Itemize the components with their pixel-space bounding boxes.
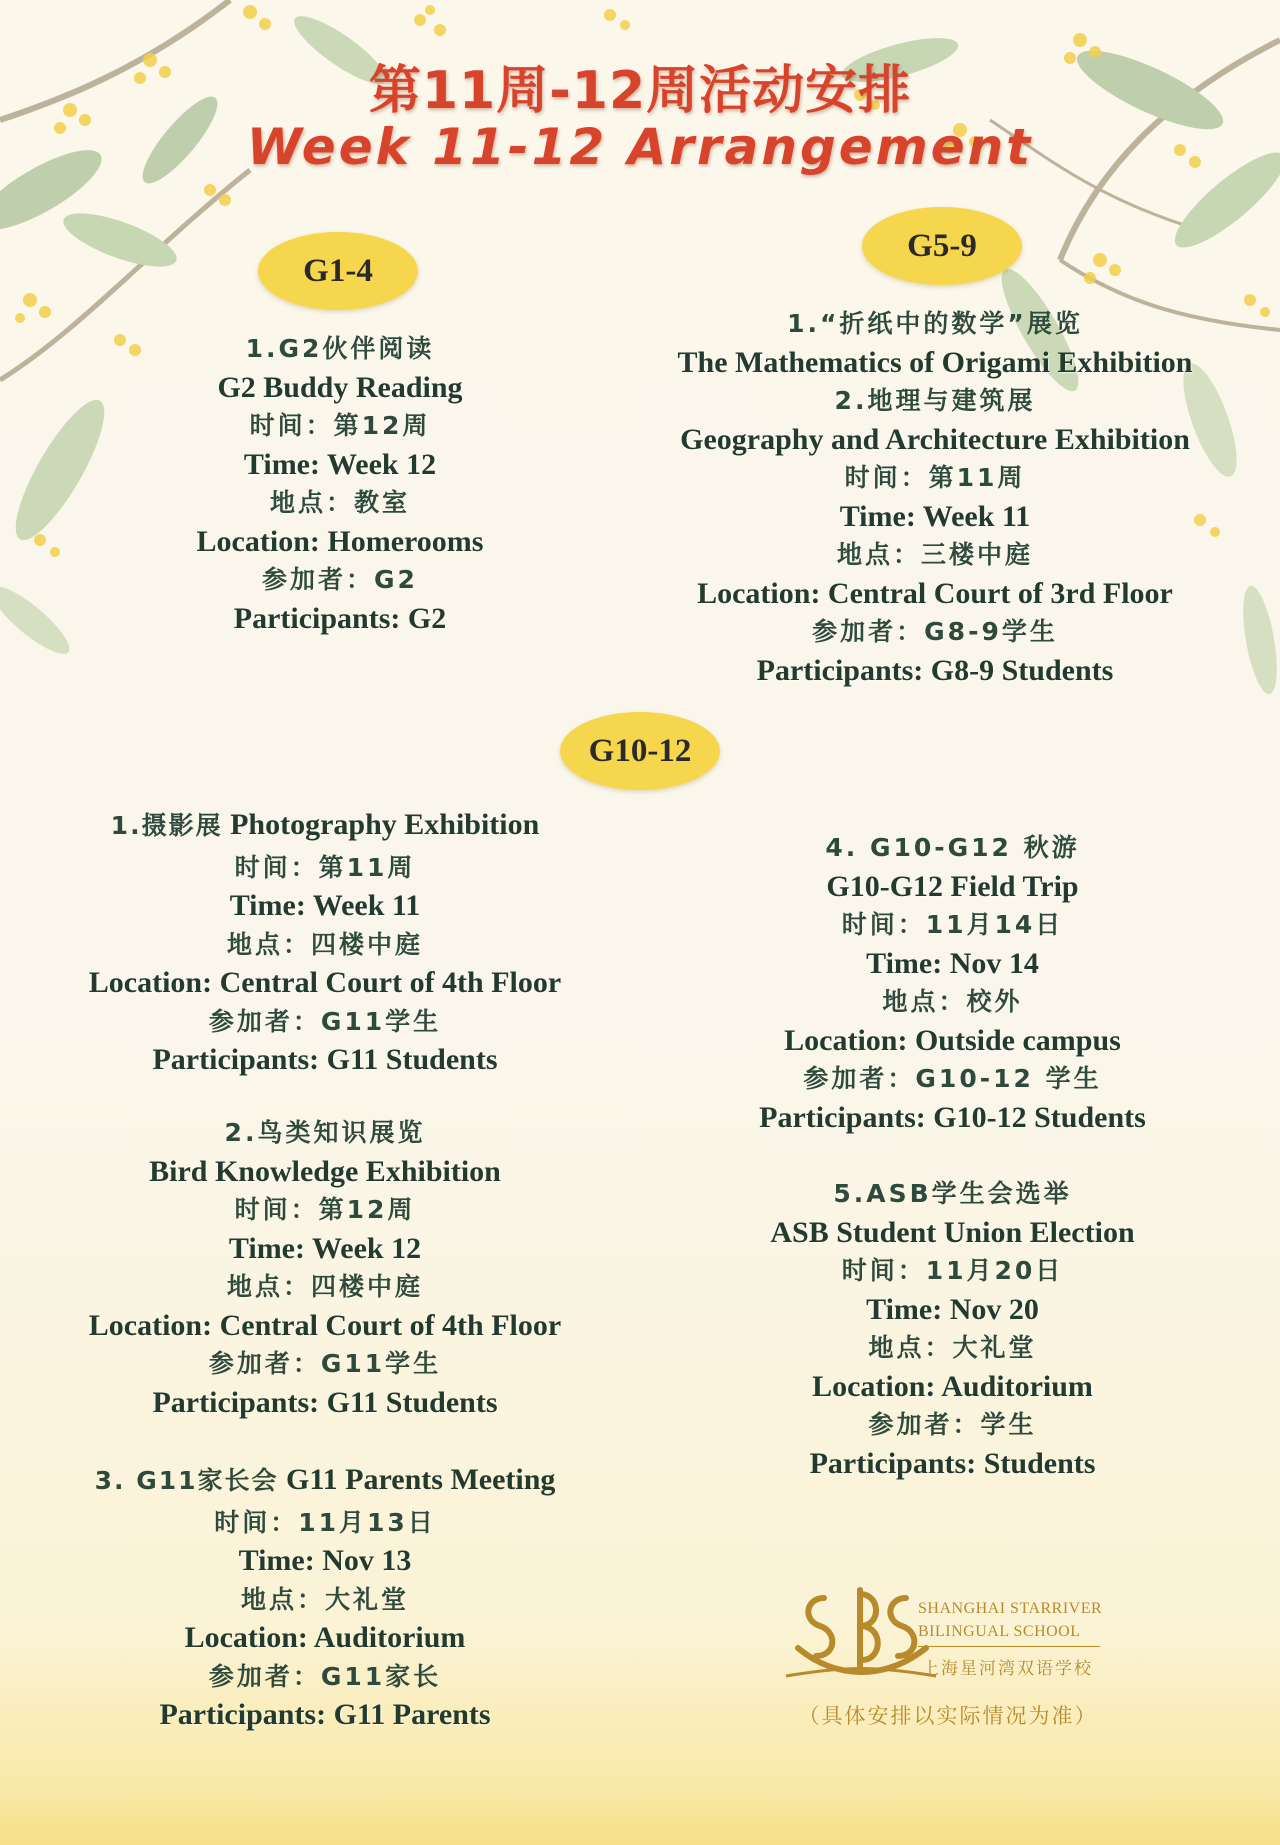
activity-time-cn: 时间：11月20日 [841, 1256, 1064, 1285]
activity-location-en: Location: Central Court of 4th Floor [88, 1308, 562, 1342]
footer-note: （具体安排以实际情况为准） [798, 1704, 1098, 1728]
activity-participants-en: Participants: Students [809, 1446, 1096, 1480]
grade-badge-g10-12: G10-12 [560, 712, 720, 790]
activity-title-cn: 3. G11家长会 [94, 1466, 279, 1495]
activity-participants-en: Participants: G2 [233, 601, 447, 635]
activity-location-cn: 地点：四楼中庭 [226, 1272, 423, 1301]
activity-participants-en: Participants: G11 Students [152, 1043, 498, 1076]
grade-badge-g5-9: G5-9 [862, 207, 1022, 285]
activity-time-en: Time: Nov 13 [238, 1544, 412, 1577]
page-title-en: Week 11-12 Arrangement [246, 118, 1034, 176]
activity-title-cn: 1.G2伙伴阅读 [245, 334, 435, 363]
activity-bird-knowledge-exhibition [50, 1114, 600, 1422]
activity-location-en: Location: Homerooms [196, 524, 484, 558]
activity-title-cn: 2.鸟类知识展览 [224, 1118, 426, 1147]
activity-time-cn: 时间：第12周 [249, 411, 431, 440]
activity-g2-buddy-reading [140, 330, 540, 638]
activity-time-en: Time: Week 11 [839, 499, 1031, 533]
activity-participants-cn: 参加者：G10-12 学生 [803, 1064, 1102, 1093]
activity-heading [50, 1461, 600, 1504]
activity-title-en: ASB Student Union Election [770, 1215, 1135, 1249]
activity-participants-en: Participants: G11 Students [152, 1385, 498, 1419]
activity-participants-en: Participants: G10-12 Students [759, 1100, 1146, 1134]
activity-location-cn: 地点：四楼中庭 [226, 929, 423, 959]
activity-location-en: Location: Auditorium [184, 1621, 466, 1654]
activity-title-cn: 4. G10-G12 秋游 [825, 833, 1080, 862]
school-name-en-line2: BILINGUAL SCHOOL [918, 1623, 1081, 1640]
activity-participants-cn: 参加者：G2 [262, 565, 418, 594]
activity-time-cn: 时间：11月14日 [841, 910, 1064, 939]
activity-time-en: Time: Week 12 [243, 447, 437, 481]
activity-time-cn: 时间：第11周 [844, 463, 1026, 492]
activity-participants-en: Participants: G11 Parents [159, 1698, 491, 1731]
activity-title-en: The Mathematics of Origami Exhibition [677, 345, 1193, 379]
activity-time-cn: 时间：第11周 [234, 852, 416, 882]
activity-location-cn: 地点：校外 [882, 987, 1023, 1016]
page-title-cn: 第11周-12周活动安排 [368, 61, 912, 121]
activity-g10-g12-field-trip [700, 829, 1205, 1137]
activity-location-en: Location: Central Court of 3rd Floor [697, 576, 1173, 610]
activity-participants-cn: 参加者：G11家长 [208, 1661, 442, 1691]
activity-title-en: G11 Parents Meeting [278, 1463, 556, 1496]
activity-location-en: Location: Outside campus [784, 1023, 1121, 1057]
activity-title-cn: 1.摄影展 [110, 811, 223, 840]
activity-asb-election [700, 1175, 1205, 1483]
activity-time-cn: 时间：第12周 [234, 1195, 416, 1224]
activity-time-cn: 时间：11月13日 [214, 1507, 436, 1537]
activity-participants-cn: 参加者：G11学生 [208, 1349, 442, 1378]
activity-title-en: G2 Buddy Reading [217, 370, 463, 404]
activity-participants-cn: 参加者：G11学生 [208, 1006, 442, 1036]
grade-badge-g1-4: G1-4 [258, 232, 418, 310]
activity-time-en: Time: Week 12 [228, 1231, 422, 1265]
activity-participants-cn: 参加者：G8-9学生 [812, 617, 1058, 646]
activity-title-en: G10-G12 Field Trip [826, 869, 1079, 903]
school-name-cn: 上海星河湾双语学校 [922, 1659, 1093, 1679]
school-name-divider [918, 1646, 1100, 1647]
activity-title-cn: 5.ASB学生会选举 [833, 1179, 1072, 1208]
activity-g11-parents-meeting [50, 1461, 600, 1735]
activity-location-cn: 地点：大礼堂 [240, 1584, 409, 1614]
activity-location-en: Location: Central Court of 4th Floor [88, 966, 562, 999]
activity-time-en: Time: Nov 14 [866, 946, 1039, 980]
activity-title-en: Photography Exhibition [222, 808, 540, 841]
activity-time-en: Time: Week 11 [229, 889, 421, 922]
activity-location-cn: 地点：大礼堂 [868, 1333, 1037, 1362]
activity-location-cn: 地点：三楼中庭 [836, 540, 1033, 569]
activity-title-2-cn: 2.地理与建筑展 [834, 386, 1036, 415]
activity-location-cn: 地点：教室 [269, 488, 410, 517]
activity-photography-exhibition [50, 806, 600, 1080]
activity-exhibitions-g5-9 [640, 305, 1230, 690]
activity-title-cn: 1.“折纸中的数学”展览 [787, 309, 1083, 338]
school-name-en-line1: SHANGHAI STARRIVER [918, 1600, 1103, 1617]
activity-time-en: Time: Nov 20 [866, 1292, 1039, 1326]
activity-participants-cn: 参加者：学生 [868, 1410, 1037, 1439]
activity-participants-en: Participants: G8-9 Students [756, 653, 1114, 687]
activity-title-en: Bird Knowledge Exhibition [149, 1154, 501, 1188]
activity-heading [50, 806, 600, 849]
activity-location-en: Location: Auditorium [812, 1369, 1093, 1403]
activity-title-2-en: Geography and Architecture Exhibition [680, 422, 1190, 456]
